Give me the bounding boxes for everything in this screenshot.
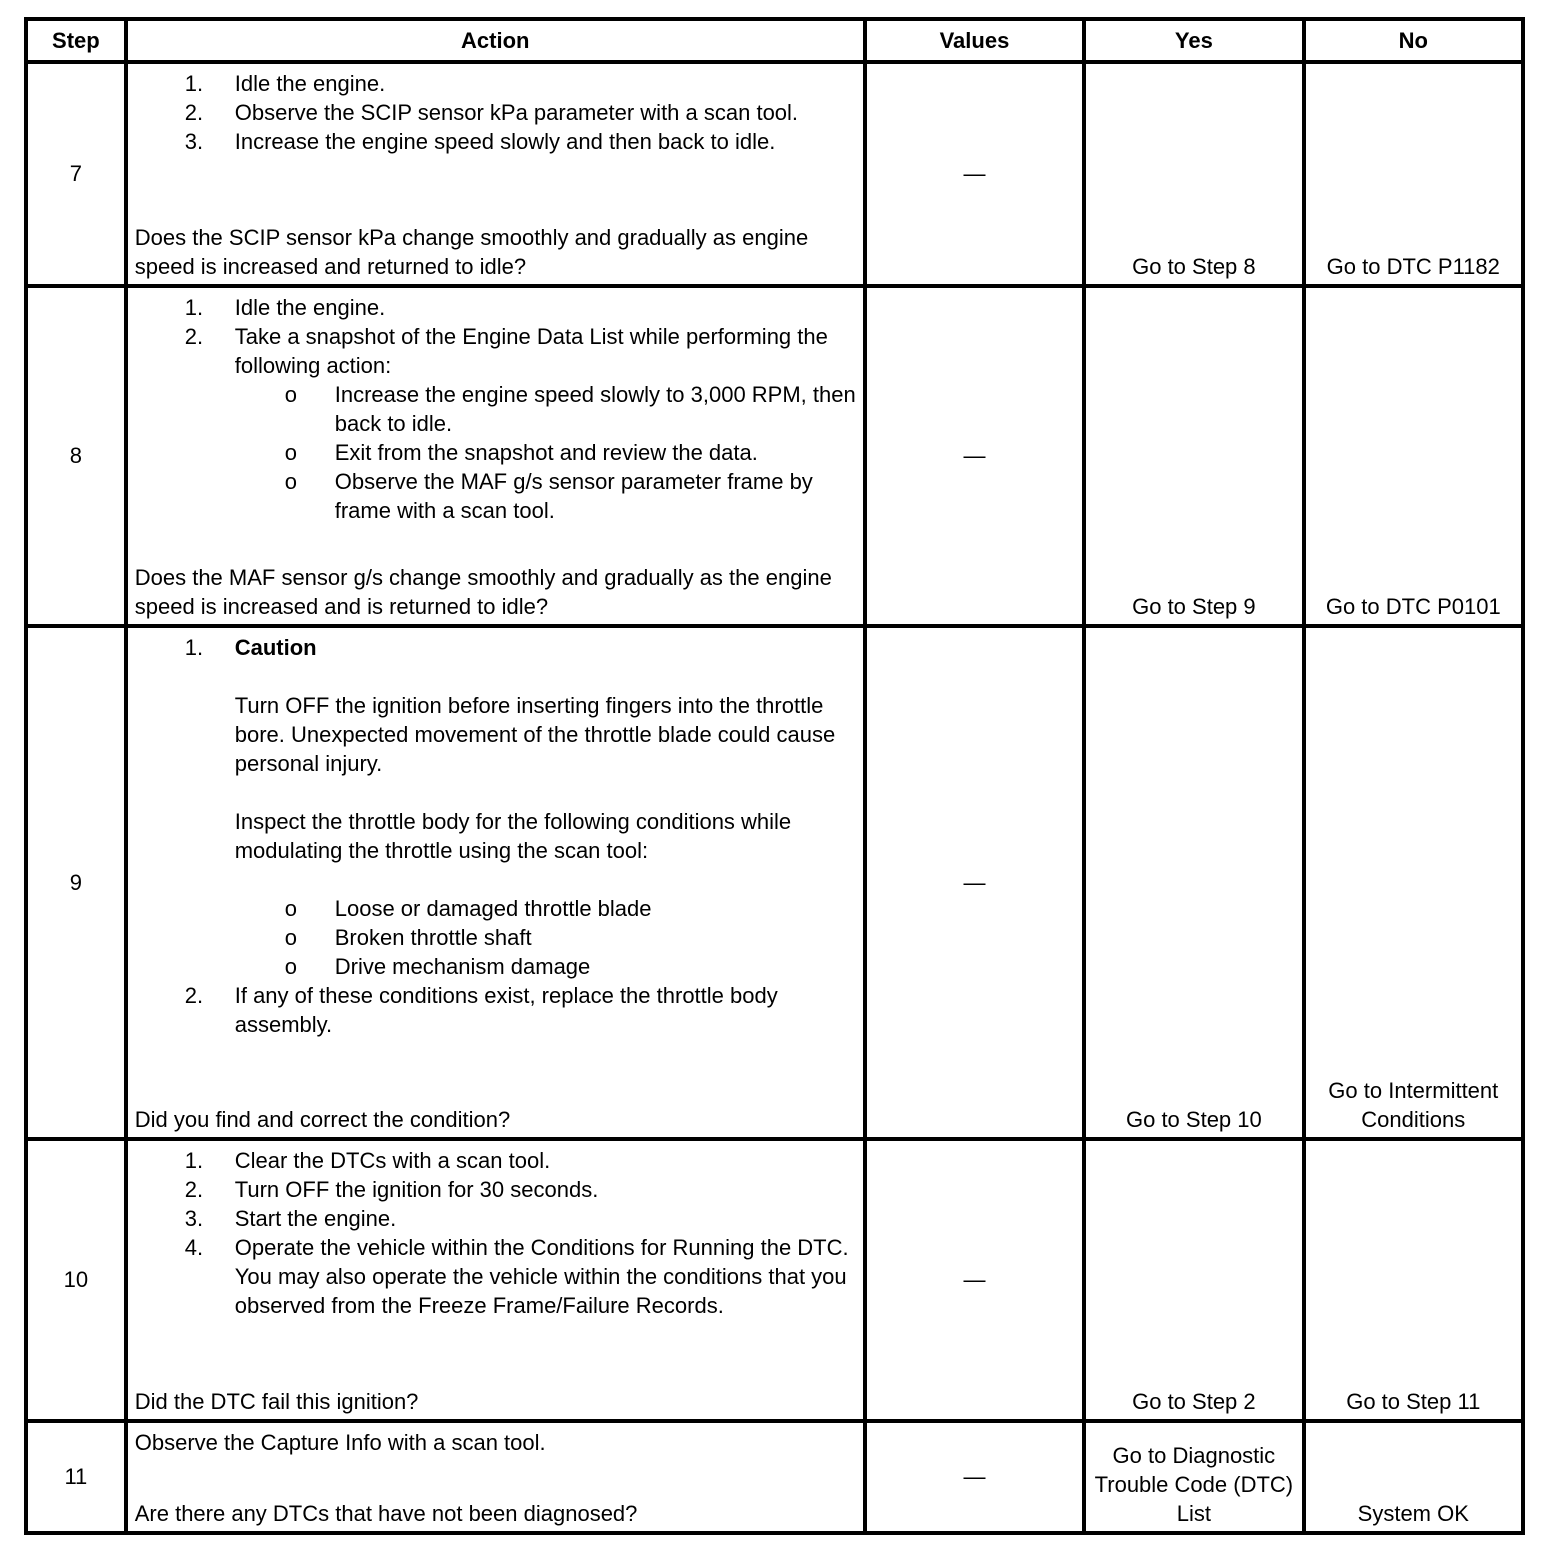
item-number: 1.	[184, 635, 204, 660]
values-cell: —	[867, 1141, 1086, 1423]
sub-list-item	[135, 894, 859, 923]
action-cell	[128, 288, 867, 628]
yes-cell: Go to Step 10	[1086, 628, 1305, 1141]
item-number: 3.	[184, 129, 204, 154]
circle-bullet-icon: o	[284, 382, 297, 407]
sub-list-item	[135, 380, 859, 438]
circle-bullet-icon: o	[284, 954, 297, 979]
header-action: Action	[128, 21, 867, 64]
sub-list-item	[135, 923, 859, 952]
item-number: 2.	[184, 1177, 204, 1202]
item-text: Take a snapshot of the Engine Data List while performing the following action:	[234, 324, 828, 378]
item-text: Operate the vehicle within the Conditions for Running the DTC. You may also operate the vehicle within the conditions that you observed from the Freeze Frame/Failure Records.	[234, 1235, 849, 1318]
question-text: Did you find and correct the condition?	[134, 1107, 511, 1132]
step-number: 10	[28, 1141, 128, 1423]
circle-bullet-icon: o	[284, 896, 297, 921]
no-cell: Go to DTC P1182	[1306, 64, 1525, 288]
item-text: Observe the SCIP sensor kPa parameter with a scan tool.	[234, 100, 799, 125]
header-row	[24, 17, 1525, 64]
list-item	[135, 1146, 859, 1175]
caution-text: Turn OFF the ignition before inserting fingers into the throttle bore. Unexpected movement of the throttle blade could cause personal injury.	[234, 693, 836, 776]
action-list	[135, 293, 859, 525]
sub-list-item	[135, 952, 859, 981]
list-item	[135, 127, 859, 156]
table-row	[24, 628, 1525, 1141]
step-number: 9	[28, 628, 128, 1141]
item-number: 1.	[184, 71, 204, 96]
list-item	[135, 633, 859, 662]
item-text: Increase the engine speed slowly and then back to idle.	[234, 129, 776, 154]
no-cell: System OK	[1306, 1423, 1525, 1535]
item-text: Start the engine.	[234, 1206, 397, 1231]
list-item	[135, 1175, 859, 1204]
question-text: Did the DTC fail this ignition?	[134, 1389, 419, 1414]
question-text: Are there any DTCs that have not been diagnosed?	[134, 1501, 638, 1526]
item-text: If any of these conditions exist, replace the throttle body assembly.	[234, 983, 778, 1037]
action-text: Observe the Capture Info with a scan tool.	[134, 1430, 546, 1455]
circle-bullet-icon: o	[284, 469, 297, 494]
header-yes: Yes	[1086, 21, 1305, 64]
sub-item-text: Observe the MAF g/s sensor parameter frame by frame with a scan tool.	[334, 469, 813, 523]
sub-list-item	[135, 467, 859, 525]
item-number: 2.	[184, 983, 204, 1008]
question-text: Does the SCIP sensor kPa change smoothly and gradually as engine speed is increased and returned to idle?	[134, 225, 809, 279]
item-text: Turn OFF the ignition for 30 seconds.	[234, 1177, 599, 1202]
action-list	[135, 633, 859, 1039]
list-item	[135, 98, 859, 127]
no-cell: Go to Intermittent Conditions	[1306, 628, 1525, 1141]
list-item	[135, 981, 859, 1039]
circle-bullet-icon: o	[284, 925, 297, 950]
circle-bullet-icon: o	[284, 440, 297, 465]
diagnostic-table	[24, 17, 1525, 1535]
step-number: 7	[28, 64, 128, 288]
item-text: Clear the DTCs with a scan tool.	[234, 1148, 551, 1173]
yes-cell: Go to Step 8	[1086, 64, 1305, 288]
table-row	[24, 64, 1525, 288]
item-number: 3.	[184, 1206, 204, 1231]
action-cell	[128, 64, 867, 288]
item-number: 1.	[184, 295, 204, 320]
action-list	[135, 69, 859, 156]
values-cell: —	[867, 628, 1086, 1141]
item-number: 1.	[184, 1148, 204, 1173]
no-cell: Go to Step 11	[1306, 1141, 1525, 1423]
sub-item-text: Drive mechanism damage	[334, 954, 591, 979]
list-item	[135, 69, 859, 98]
item-number: 4.	[184, 1235, 204, 1260]
yes-cell: Go to Step 2	[1086, 1141, 1305, 1423]
step-number: 11	[28, 1423, 128, 1535]
values-cell: —	[867, 1423, 1086, 1535]
header-step: Step	[28, 21, 128, 64]
caution-title: Caution	[234, 635, 317, 660]
list-item	[135, 293, 859, 322]
yes-cell: Go to Diagnostic Trouble Code (DTC) List	[1086, 1423, 1305, 1535]
header-no: No	[1306, 21, 1525, 64]
action-cell	[128, 628, 867, 1141]
yes-cell: Go to Step 9	[1086, 288, 1305, 628]
header-values: Values	[867, 21, 1086, 64]
item-number: 2.	[184, 100, 204, 125]
table-row	[24, 288, 1525, 628]
sub-list-item	[135, 438, 859, 467]
table-row	[24, 1423, 1525, 1535]
action-list	[135, 1146, 859, 1320]
action-cell	[128, 1141, 867, 1423]
sub-item-text: Broken throttle shaft	[334, 925, 532, 950]
values-cell: —	[867, 288, 1086, 628]
list-item	[135, 1233, 859, 1320]
step-number: 8	[28, 288, 128, 628]
table-row	[24, 1141, 1525, 1423]
item-text: Idle the engine.	[234, 295, 386, 320]
item-number: 2.	[184, 324, 204, 349]
action-cell	[128, 1423, 867, 1535]
sub-item-text: Exit from the snapshot and review the data.	[334, 440, 758, 465]
no-cell: Go to DTC P0101	[1306, 288, 1525, 628]
list-item	[135, 1204, 859, 1233]
inspect-text: Inspect the throttle body for the following conditions while modulating the throttle using the scan tool:	[234, 809, 792, 863]
item-text: Idle the engine.	[234, 71, 386, 96]
question-text: Does the MAF sensor g/s change smoothly and gradually as the engine speed is increased and is returned to idle?	[134, 565, 832, 619]
sub-item-text: Loose or damaged throttle blade	[334, 896, 652, 921]
values-cell: —	[867, 64, 1086, 288]
sub-item-text: Increase the engine speed slowly to 3,000 RPM, then back to idle.	[334, 382, 856, 436]
list-item	[135, 322, 859, 380]
